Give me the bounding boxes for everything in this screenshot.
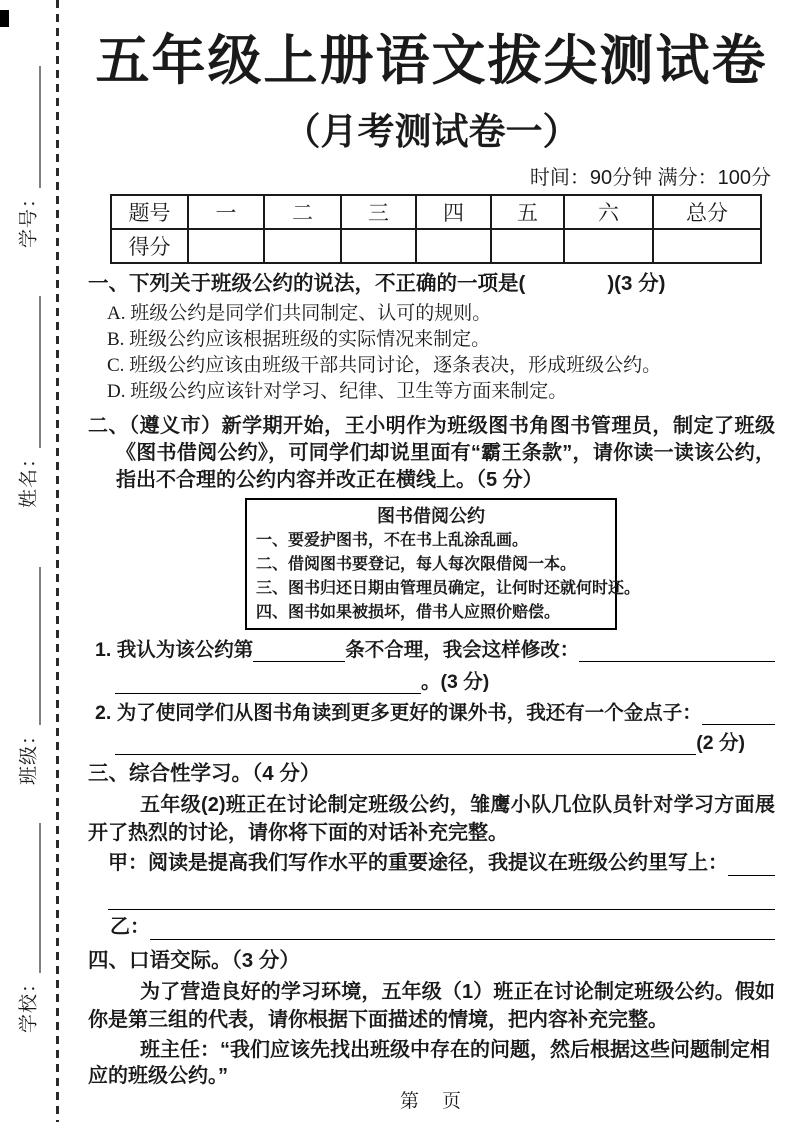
score-cell — [564, 229, 653, 263]
option-c: C. 班级公约应该由班级干部共同讨论，逐条表决，形成班级公约。 — [107, 355, 662, 376]
question-4 — [88, 948, 775, 1089]
paper-title: 五年级上册语文拔尖测试卷 — [95, 31, 768, 91]
answer-blank — [728, 855, 775, 876]
school-blank — [37, 823, 41, 973]
score-cell — [491, 229, 564, 263]
dialogue-yi-line: 乙： — [110, 914, 775, 940]
question-2-item-2-line-2: (2 分) — [115, 732, 745, 755]
teacher-quote-line: 班主任：“我们应该先找出班级中存在的问题，然后根据这些问题制定相应的班级公约。” — [88, 1039, 770, 1087]
answer-blank — [150, 919, 775, 940]
answer-blank — [108, 888, 775, 910]
question-1-header: 一、下列关于班级公约的说法，不正确的一项是( )(3 分) — [88, 272, 666, 295]
score-cell — [188, 229, 264, 263]
scan-artifact-mark — [0, 10, 9, 27]
question-3-paragraph: 五年级(2)班正在讨论制定班级公约，雏鹰小队几位队员针对学习方面展开了热烈的讨论，请你将下面的对话补充完整。 — [88, 794, 775, 844]
score-table — [110, 194, 762, 264]
class-label: 班级： — [18, 724, 40, 786]
score-cell — [653, 229, 761, 263]
question-2-item-2-line-1: 2. 为了使同学们从图书角读到更多更好的课外书，我还有一个金点子： — [95, 702, 775, 725]
name-label: 姓名： — [18, 447, 40, 509]
score-cell — [341, 229, 416, 263]
item-1-number: 1. — [95, 639, 112, 661]
question-2 — [88, 413, 775, 755]
score-table-header-cell: 二 — [264, 195, 341, 229]
covenant-rule-2: 二、借阅图书要登记，每人每次限借阅一本。 — [256, 556, 577, 573]
score-cell — [264, 229, 341, 263]
margin-dashed-divider — [56, 0, 59, 1122]
answer-blank — [115, 734, 696, 755]
score-table-header-cell: 五 — [491, 195, 564, 229]
score-table-header-cell: 总分 — [653, 195, 761, 229]
answer-blank — [579, 641, 775, 662]
paper-content — [88, 0, 775, 1089]
answer-blank — [702, 704, 775, 725]
question-3 — [88, 761, 775, 940]
covenant-box-title: 图书借阅公约 — [377, 506, 485, 526]
score-row-label: 得分 — [111, 229, 188, 263]
student-number-label: 学号： — [18, 187, 40, 249]
dialogue-jia-line: 甲：阅读是提高我们写作水平的重要途径，我提议在班级公约里写上： — [108, 850, 775, 876]
question-2-intro: 二、（遵义市）新学期开始，王小明作为班级图书角图书管理员，制定了班级《图书借阅公约》，可同学们却说里面有“霸王条款”，请你读一读该公约，指出不合理的公约内容并改正在横线上。（5 分） — [88, 415, 775, 491]
score-table-header-row — [111, 195, 761, 229]
covenant-rule-3: 三、图书归还日期由管理员确定，让何时还就何时还。 — [256, 580, 641, 597]
score-table-header-cell: 六 — [564, 195, 653, 229]
covenant-rule-1: 一、要爱护图书，不在书上乱涂乱画。 — [256, 532, 529, 549]
score-table-header-cell: 四 — [416, 195, 491, 229]
margin-field-school — [14, 823, 41, 1033]
name-blank — [37, 296, 41, 448]
item-2-number: 2. — [95, 702, 112, 724]
answer-blank — [115, 673, 421, 694]
question-2-item-1-line-1: 1. 我认为该公约第 条不合理，我会这样修改： — [95, 639, 775, 662]
score-table-score-row — [111, 229, 761, 263]
margin-field-name — [14, 296, 41, 508]
score-table-header-cell: 三 — [341, 195, 416, 229]
library-covenant-box — [245, 498, 641, 630]
question-3-header: 三、综合性学习。（4 分） — [88, 762, 321, 785]
student-number-blank — [37, 66, 41, 188]
answer-blank — [253, 641, 345, 662]
score-table-header-cell: 题号 — [111, 195, 188, 229]
margin-field-student-number — [14, 66, 41, 248]
covenant-rule-4: 四、图书如果被损坏，借书人应照价赔偿。 — [256, 604, 561, 621]
school-label: 学校： — [18, 972, 40, 1034]
option-b: B. 班级公约应该根据班级的实际情况来制定。 — [107, 329, 491, 350]
question-2-item-1-line-2: 。(3 分) — [115, 671, 775, 694]
score-cell — [416, 229, 491, 263]
class-blank — [37, 567, 41, 725]
paper-subtitle: （月考测试卷一） — [283, 111, 580, 152]
option-d: D. 班级公约应该针对学习、纪律、卫生等方面来制定。 — [107, 381, 568, 402]
margin-field-class — [14, 567, 41, 785]
question-1-options — [107, 301, 775, 405]
dialogue-continuation-line — [108, 886, 775, 910]
question-4-paragraph: 为了营造良好的学习环境，五年级（1）班正在讨论制定班级公约。假如你是第三组的代表，请你根据下面描述的情境，把内容补充完整。 — [88, 981, 775, 1031]
option-a: A. 班级公约是同学们共同制定、认可的规则。 — [107, 303, 492, 324]
question-1 — [88, 271, 775, 405]
score-table-header-cell: 一 — [188, 195, 264, 229]
question-4-header: 四、口语交际。（3 分） — [88, 949, 300, 972]
time-score-info: 时间：90分钟 满分：100分 — [529, 167, 771, 189]
page-footer: 第 页 — [399, 1091, 463, 1112]
